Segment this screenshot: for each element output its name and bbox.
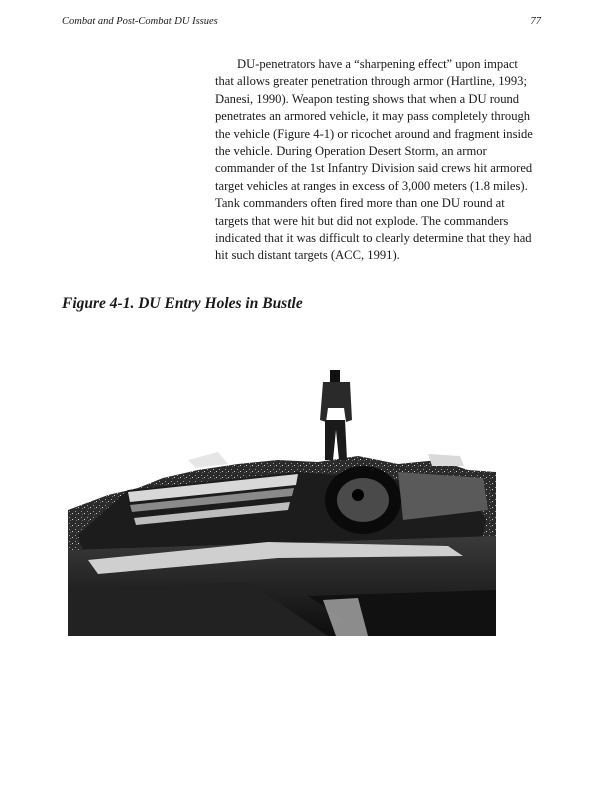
figure-photo-destroyed-tank [68,360,496,636]
page-number: 77 [530,16,541,27]
figure-caption: Figure 4-1. DU Entry Holes in Bustle [62,295,303,312]
running-header-title: Combat and Post-Combat DU Issues [62,16,218,27]
body-paragraph: DU-penetrators have a “sharpening effect” upon impact that allows greater penetration through armor (Hartline, 1993; Danesi, 1990). Weapon testing shows that when a DU round penetrates an armored vehicle, it may pass completely through the vehicle (Figure 4-1) or ricochet around and fragment inside the vehicle. During Operation Desert Storm, an armor commander of the 1st Infantry Division said crews hit armored target vehicles at ranges in excess of 3,000 meters (1.8 miles). Tank commanders often fired more than one DU round at targets that were hit but did not explode. The commanders indicated that it was difficult to clearly determine that they had hit such distant targets (ACC, 1991). [215,57,533,263]
